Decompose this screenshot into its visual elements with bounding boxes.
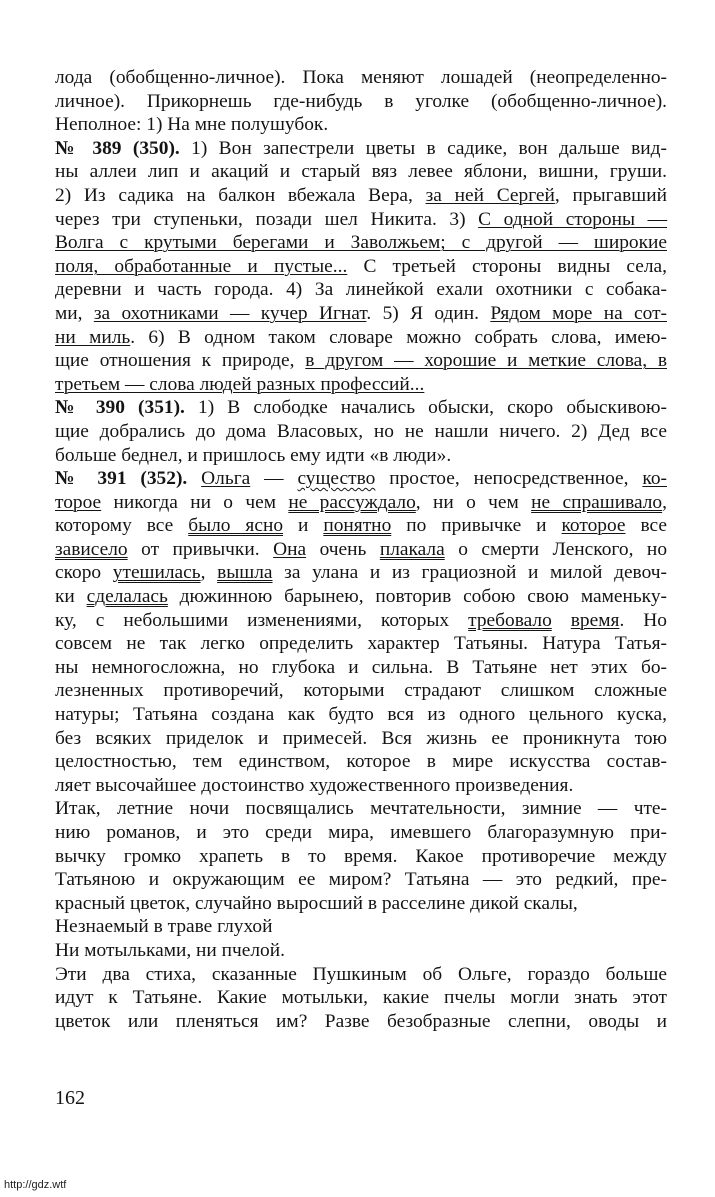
text-segment: совсем не так легко определить характер Татьяны. Натура Татья- (55, 633, 667, 655)
text-line (55, 821, 667, 845)
text-line (55, 302, 667, 326)
text-segment: , (662, 491, 667, 513)
text-segment: С третьей стороны видны села, (347, 255, 667, 277)
text-segment (187, 468, 201, 489)
text-line (55, 514, 667, 538)
text-line (55, 326, 667, 350)
text-segment: ми, (55, 302, 94, 324)
underlined-text: Она (273, 538, 307, 560)
text-segment: 1) Вон запестрели цветы в садике, вон дальше вид- (179, 137, 667, 159)
text-segment: от привычки. (127, 538, 274, 560)
text-segment: красный цветок, случайно выросший в расселине дикой скалы, (55, 892, 578, 914)
text-segment: Неполное: 1) На мне полушубок. (55, 114, 329, 136)
text-line (55, 632, 667, 656)
text-line (55, 349, 667, 373)
underlined-text: поля, обработанные и пустые... (55, 255, 348, 277)
text-segment: ны аллеи лип и акаций и старый вяз левее яблони, вишни, груши. (55, 161, 667, 183)
text-line (55, 727, 667, 751)
exercise-number: № 390 (351). (55, 397, 185, 419)
underlined-text: время (570, 609, 620, 631)
text-segment: никогда ни о чем (101, 491, 289, 513)
text-line (55, 892, 667, 916)
underlined-text: зависело (55, 538, 128, 560)
text-segment: и (283, 515, 324, 537)
text-segment: , ни о чем (415, 491, 532, 513)
text-segment (552, 610, 571, 631)
text-line (55, 184, 667, 208)
underlined-text: Волга с крутыми берегами и Заволжьем; с другой — широкие (55, 232, 667, 254)
text-line (55, 915, 667, 939)
exercise-number: № 391 (352). (55, 468, 188, 490)
text-segment: лезненных противоречий, которыми страдают слишком сложные (55, 680, 667, 702)
text-segment: цветок или пленяться им? Разве безобразные слепни, оводы и (55, 1010, 667, 1032)
text-line (55, 963, 667, 987)
text-line (55, 278, 667, 302)
page-number: 162 (55, 1087, 85, 1109)
exercise-number: № 389 (350). (55, 137, 180, 159)
underlined-text: Ольга (201, 468, 251, 490)
underlined-text: ни миль (55, 326, 131, 348)
text-segment: без всяких приделок и примесей. Вся жизнь ее проникнута тою (55, 727, 667, 749)
text-segment: ки (55, 586, 87, 608)
text-line (55, 703, 667, 727)
text-segment: за улана и из грациозной и милой девоч- (272, 562, 667, 584)
text-line (55, 90, 667, 114)
text-line (55, 774, 667, 798)
text-segment: Эти два стиха, сказанные Пушкиным об Ольге, гораздо больше (55, 963, 667, 985)
text-segment: скоро (55, 562, 113, 584)
watermark: http://gdz.wtf (0, 1178, 70, 1193)
text-segment: ляет высочайшее достоинство художественного произведения. (55, 774, 574, 796)
underlined-text: в другом — хорошие и меткие слова, в (305, 350, 668, 372)
text-segment: нию романов, и это среди мира, имевшего благоразумную при- (55, 822, 667, 843)
text-line (55, 561, 667, 585)
text-segment: целостностью, тем единством, которое в мире искусства состав- (55, 751, 667, 773)
text-segment: Итак, летние ночи посвящались мечтательности, зимние — чте- (55, 798, 667, 820)
underlined-text: ко- (642, 468, 667, 490)
text-line (55, 491, 667, 515)
text-segment: личное). Прикорнешь где-нибудь в уголке (обобщенно-личное). (55, 90, 667, 112)
text-line (55, 868, 667, 892)
underlined-text: которое (561, 515, 626, 537)
text-segment: которому все (55, 515, 189, 537)
text-line (55, 113, 667, 137)
text-line (55, 609, 667, 633)
text-segment: . 5) Я один. (366, 302, 491, 324)
text-line (55, 656, 667, 680)
text-segment: по привычке и (391, 515, 562, 537)
text-line (55, 444, 667, 468)
text-line (55, 231, 667, 255)
text-segment: ны немногосложна, но глубока и сильна. В Татьяне нет этих бо- (55, 656, 667, 678)
text-segment: идут к Татьяне. Какие мотыльки, какие пчелы могли знать этот (55, 987, 667, 1009)
text-segment: щие добрались до дома Власовых, но не нашли ничего. 2) Дед все (55, 420, 667, 442)
text-segment: . 6) В одном таком словаре можно собрать слова, имею- (130, 326, 667, 348)
text-line (55, 137, 667, 161)
underlined-text: третьем — слова людей разных профессий... (55, 373, 425, 395)
text-segment: Незнаемый в траве глухой (55, 916, 273, 938)
underlined-text: сделалась (86, 586, 168, 608)
text-line (55, 845, 667, 869)
text-segment: очень (306, 538, 380, 560)
text-segment: ку, с небольшими изменениями, которых (55, 609, 469, 631)
underlined-text: существо (297, 468, 376, 490)
text-line (55, 679, 667, 703)
text-line (55, 585, 667, 609)
text-line (55, 396, 667, 420)
underlined-text: плакала (379, 538, 445, 560)
underlined-text: за охотниками — кучер Игнат (93, 302, 367, 324)
text-segment: вычку громко храпеть в то время. Какое противоречие между (55, 845, 667, 867)
text-segment: 2) Из садика на балкон вбежала Вера, (55, 184, 426, 206)
text-segment: лода (обобщенно-личное). Пока меняют лошадей (неопределенно- (55, 67, 667, 88)
text-segment: 1) В слободке начались обыски, скоро обыскивою- (184, 397, 667, 419)
text-line (55, 66, 667, 90)
text-segment: , прыгавший (554, 184, 667, 206)
text-segment: все (625, 515, 667, 537)
text-segment: , (200, 562, 218, 584)
text-line (55, 538, 667, 562)
underlined-text: не спрашивало (531, 491, 663, 513)
text-segment: дюжинною барынею, повторив собою свою маменьку- (167, 586, 667, 608)
text-line (55, 986, 667, 1010)
underlined-text: понятно (323, 515, 392, 537)
text-line (55, 797, 667, 821)
text-line (55, 750, 667, 774)
text-segment: деревни и часть города. 4) За линейкой ехали охотники с собака- (55, 279, 667, 301)
text-segment: через три ступеньки, позади шел Никита. 3) (55, 208, 479, 230)
underlined-text: требовало (468, 609, 552, 631)
text-line (55, 208, 667, 232)
page-text (55, 66, 667, 1033)
underlined-text: торое (55, 491, 102, 513)
text-segment: Татьяною и окружающим ее миром? Татьяна — это редкий, пре- (55, 869, 667, 891)
text-segment: щие отношения к природе, (55, 350, 306, 372)
text-line (55, 160, 667, 184)
text-segment: — (250, 468, 298, 490)
underlined-text: С одной стороны — (478, 208, 668, 230)
underlined-text: было ясно (188, 515, 284, 537)
underlined-text: Рядом море на сот- (490, 302, 667, 324)
underlined-text: не рассуждало (288, 491, 416, 513)
text-line (55, 255, 667, 279)
text-line (55, 467, 667, 491)
text-line (55, 939, 667, 963)
text-segment: о смерти Ленского, но (444, 538, 668, 560)
underlined-text: вышла (217, 562, 273, 584)
underlined-text: утешилась (112, 562, 201, 584)
underlined-text: за ней Сергей (425, 184, 555, 206)
text-segment: простое, непосредственное, (375, 468, 643, 490)
text-line (55, 373, 667, 397)
text-segment: больше беднел, и пришлось ему идти «в люди». (55, 444, 452, 466)
text-line (55, 420, 667, 444)
text-segment: . Но (619, 609, 667, 631)
text-line (55, 1010, 667, 1034)
text-segment: Ни мотыльками, ни пчелой. (55, 939, 285, 961)
text-segment: натуры; Татьяна создана как будто вся из одного цельного куска, (55, 704, 667, 726)
